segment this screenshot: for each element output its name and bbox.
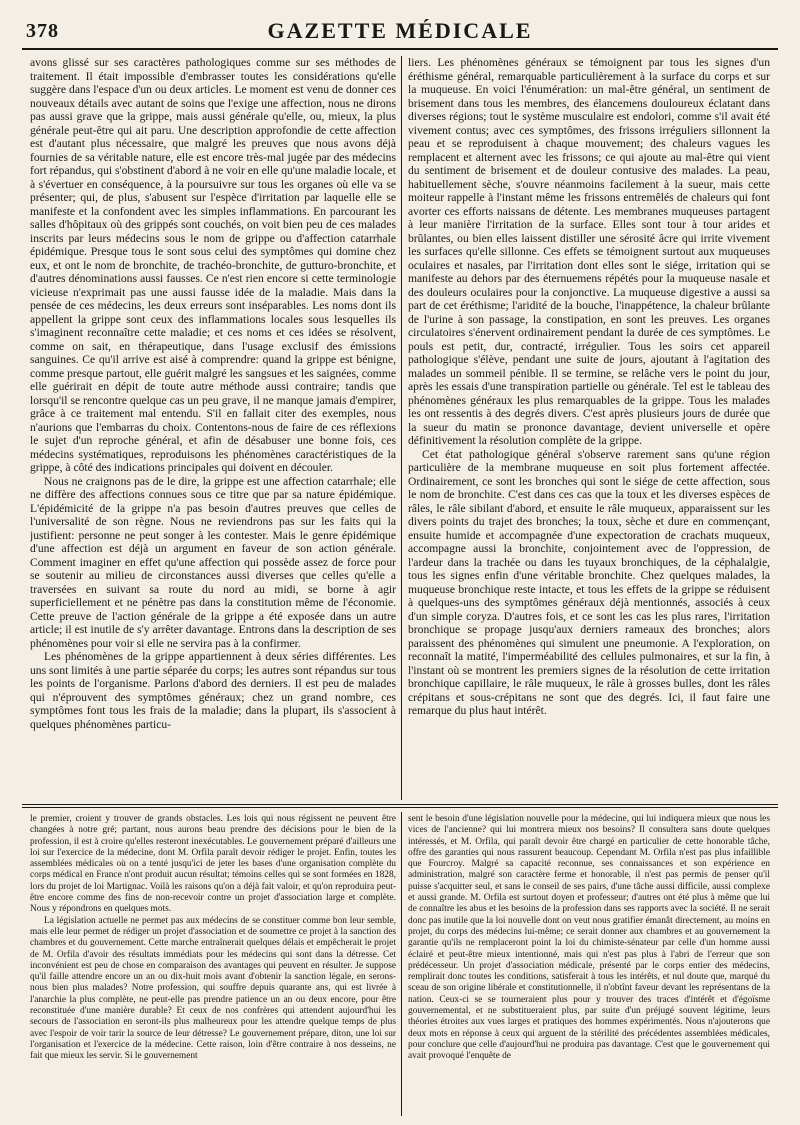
section-divider <box>22 804 778 805</box>
column-divider <box>401 56 402 800</box>
paragraph: liers. Les phénomènes généraux se témoignent par tous les signes d'un éréthisme général, remarquable particulièrement à la surface du corps et sur la muqueuse. En voici l'énumération: un mal-être général, un sentiment de brisement dans tous les membres, des élancemens douloureux éclatant dans diverses régions; tout le système musculaire est endolori, comme s'il avait été vivement contus; avec ces symptômes, des frissons irréguliers sillonnent la peau et se reproduisent à chaque mouvement; des chaleurs vagues les remplacent et alternent avec les frissons; ce qui ajoute au mal-être qui vient du sentiment de brisement et de douleur contusive des malades. La peau, habituellement sèche, s'ouvre néanmoins facilement à la sueur, mais cette moiteur rappelle à l'instant même les frissons entremêlés de chaleurs qui font avorter ces efforts naissans de détente. Les membranes muqueuses partagent à leur manière l'irritation de la surface. Elles sont tour à tour arides et brûlantes, ou bien elles laissent distiller une sérosité âcre qui irrite vivement les surfaces qu'elle sillonne. Ces effets se témoignent surtout aux muqueuses oculaires et nasales, par l'irritation dont elles sont le siége, irritation qui se manifeste au dehors par des éternuemens répétés pour la muqueuse nasale et des douleurs oculaires pour la conjonctive. La muqueuse digestive a aussi sa part de cet éréthisme; l'aridité de la bouche, l'inappétence, la chaleur brûlante de l'urine à son passage, la constipation, en sont les preuves. Les organes circulatoires s'énervent ordinairement pendant la durée de ces symptômes. Le pouls est petit, dur, contracté, irrégulier. Tous les soirs cet appareil pathologique s'élève, pendant une suite de jours, ajoutant à l'agitation des malades un sommeil pénible. Il se termine, se relâche vers le point du jour, après les essais d'une transpiration partielle ou générale. Tel est le tableau des phénomènes généraux les plus remarquables de la grippe. Tous les malades les ont ressentis à des degrés divers. C'est après plusieurs jours de durée que la sueur du matin se prononce davantage, devient universelle et opère définitivement la résolution complète de la grippe. <box>408 56 770 447</box>
page-number: 378 <box>26 20 59 42</box>
feuilleton-right-column <box>408 814 770 1114</box>
paragraph: Cet état pathologique général s'observe rarement sans qu'une région particulière de la membrane muqueuse en soit plus fortement affectée. Ordinairement, ce sont les bronches qui sont le siége de cette affection, sous le nom de bronchite. C'est dans ces cas que la toux et les diverses espèces de râles, le râle sibilant d'abord, et ensuite le râle muqueux, apparaissent sur les divers points du trajet des bronches; la toux, sèche et dure en commençant, ensuite humide et accompagnée d'une expectoration de crachats muqueux, accompagne aussi la bronchite, conjointement avec de l'oppression, de l'ardeur dans la trachée ou dans les tuyaux bronchiques, de la céphalalgie, tous les signes enfin d'une véritable bronchite. Chez quelques malades, la muqueuse bronchique reste intacte, et tous les effets de la grippe se réduisent à quelques-uns des symptômes généraux déjà mentionnés, associés à ceux d'un simple coryza. D'autres fois, et ce sont les cas les plus rares, l'irritation bronchique se propage jusqu'aux derniers rameaux des bronches; alors paraissent des phénomènes qui simulent une pneumonie. A l'exploration, on reconnaît la matité, l'imperméabilité des cellules pulmonaires, et sur la fin, à l'instant où se montrent les premiers signes de la résolution de cette irritation bronchique capillaire, le râle muqueux, le râle à grosses bulles, dont les râles crépitans et sous-crépitans ne sont que des degrés. Ici, il faut faire une remarque du plus haut intérêt. <box>408 447 770 717</box>
main-article-left-column <box>30 56 396 798</box>
page-header <box>22 18 778 50</box>
paragraph: sent le besoin d'une législation nouvelle pour la médecine, qui lui indiquera mieux que nous les vices de l'ancienne? qui lui montrera mieux nos besoins? Il consultera sans doute quelques intéressés, et M. Orfila, qui paraît devoir être chargé en particulier de cette honorable tâche, offre des garanties qui nous rassurent beaucoup. Cependant M. Orfila n'est pas plus infaillible que Fourcroy. Malgré sa capacité reconnue, ses connaissances et son expérience en administration, malgré son caractère ferme et honorable, il n'est pas permis de penser qu'il puisse s'acquitter seul, et sans le conseil de ses pairs, d'une tâche aussi difficile, aussi complexe et aussi grande. M. Orfila est surtout doyen et professeur; d'autres ont été plus à même que lui de connaître les abus et les besoins de la profession dans ses rapports avec la société. Il ne serait donc pas inutile que la loi nouvelle dont on veut nous gratifier émanât directement, au moins en projet, du corps des médecins lui-même; ce serait donner aux chambres et au gouvernement la garantie qu'ils ne remplaceront point la loi du chimiste-sénateur par celle d'un homme aussi éclairé et peut-être mieux intentionné, mais qui n'est pas plus à l'abri de l'erreur que son prédécesseur. Un projet d'association médicale, présenté par le corps entier des médecins, remplirait donc toutes les conditions, satisferait à tous les intérêts, et nul doute que, marqué du sceau de son origine libérale et constitutionnelle, il n'obtînt faveur devant les représentans de la nation. Ceux-ci se se tourneraient plus pour y trouver des traces d'intérêt et d'égoïsme gouvernemental, et ne substitueraient plus, par suite d'un préjugé souvent légitime, leurs théories étroites aux vues larges et pratiques des hommes expérimentés. Nous n'ajouterons que deux mots en réponse à ceux qui arguent de la stérilité des précédentes assemblées médicales, pour conclure que celle d'aujourd'hui ne produira pas davantage. C'est que le gouvernement qui avait provoqué l'enquête de <box>408 814 770 1062</box>
paragraph: avons glissé sur ses caractères pathologiques comme sur ses méthodes de traitement. Il était impossible d'embrasser toutes les considérations qu'elle suggère dans l'espace d'un ou deux articles. Le moment est venu de donner ces nouveaux détails avec autant de soins que l'exige une affection, nous ne dirons pas aussi grave que la grippe, mais aussi générale qu'elle, ou, mieux, la plus générale peut-être qui ait paru. Une description approfondie de cette affection est d'autant plus nécessaire, que malgré les preuves que nous avons déjà fournies de sa véritable nature, elle est encore très-mal jugée par des médecins fort répandus, qui s'obstinent d'abord à ne voir en elle qu'une maladie locale, et à s'évertuer en conséquence, à la poursuivre sur tous les organes où elle va se présenter; qui, de plus, s'abusent sur l'espèce d'irritation par laquelle elle se manifeste et la confondent avec les simples inflammations. En parcourant les salles d'hôpitaux où des grippés sont couchés, on voit bien peu de ces malades inscrits par leurs médecins sous le nom de grippe ou d'affection catarrhale épidémique. Presque tous le sont sous celui des symptômes qui domine chez eux, et ont le nom de bronchite, de trachéo-bronchite, de gutturo-bronchite, et d'autres dénominations aussi fausses. Ce n'est rien encore si cette terminologie vicieuse n'exprimait pas une aussi fausse idée de la maladie. Mais dans la pensée de ces médecins, les deux erreurs sont inséparables. Les noms dont ils appellent la grippe sont ceux des inflammations locales sous lesquelles ils s'imaginent reconnaître cette maladie; et ces noms et ces idées se résolvent, comme on sait, en thérapeutique, dans l'usage exclusif des émissions sanguines. Ce qu'il arrive est aisé à comprendre: quand la grippe est bénigne, comme presque partout, elle guérit malgré les sangsues et les saignées, comme elle guérirait en dépit de toute autre méthode aussi contraire; tandis que lorsqu'il se rencontre quelque cas un peu grave, il ne manque jamais d'empirer, grâce à ce traitement mal entendu. S'il en fallait citer des exemples, nous n'aurions que l'embarras du choix. Contentons-nous de faire de ces réflexions le sujet d'un reproche général, et afin de désabuser une bonne fois, ces médecins systématiques, reproduisons les phénomènes caractéristiques de la grippe, à côté des indications principales qui doivent en découler. <box>30 56 396 474</box>
main-article-right-column <box>408 56 770 798</box>
paragraph: Nous ne craignons pas de le dire, la grippe est une affection catarrhale; elle ne diffère des affections connues sous ce titre que par sa nature épidémique. L'épidémicité de la grippe n'a pas besoin d'autres preuves que celles de l'universalité de son règne. Nous ne reviendrons pas sur les faits qui la justifient: personne ne peut songer à les contester. Mais le genre épidémique d'une affection est déjà un argument en faveur de son action générale. Comment imaginer en effet qu'une affection qui possède assez de force pour se soutenir au milieu de circonstances aussi diverses que celles qu'elle a traversées en suivant sa route du nord au midi, se borne à agir superficiellement et ne pénètre pas dans la constitution même de l'économie. Cette preuve de l'action générale de la grippe a été exposée dans un autre article; il est inutile de s'y arrêter davantage. Entrons dans la description de ses phénomènes pour voir si elle ne servira pas à la confirmer. <box>30 474 396 650</box>
paragraph: Les phénomènes de la grippe appartiennent à deux séries différentes. Les uns sont limités à une partie séparée du corps; les autres sont répandus sur tous les points de l'organisme. Parlons d'abord des derniers. Il est peu de malades qui n'éprouvent des symptômes généraux; chez un grand nombre, ces symptômes font tous les frais de la maladie; dans la plupart, ils s'associent à quelques phénomènes particu- <box>30 650 396 731</box>
column-divider <box>401 812 402 1116</box>
section-divider-double <box>22 807 778 808</box>
paragraph: La législation actuelle ne permet pas aux médecins de se constituer comme bon leur semble, mais elle leur permet de rédiger un projet d'association et de soumettre ce projet à la sanction des chambres et du gouvernement. Cette marche entraînerait quelques délais et empêcherait le projet de M. Orfila d'avoir des résultats immédiats pour les médecins qui sont dans la détresse. Cet inconvénient est peu de chose en comparaison des avantages qui peuvent en résulter. Je suppose qu'il faille attendre encore un an ou dix-huit mois avant d'obtenir la sanction légale, en serons-nous bien plus malades? Notre profession, qui souffre depuis quarante ans, qui est livrée à l'anarchie la plus complète, ne peut-elle pas prendre patience un an ou deux encore, pour être reconstituée d'une manière durable? Et ceux de nos confrères qui attendent aujourd'hui les secours de l'association en seront-ils plus malheureux pour les attendre quelque temps de plus avec l'espoir de voir tarir la source de leur détresse? Le gouvernement prépare, diton, une loi sur l'organisation et l'exercice de la médecine. Cette raison, loin d'être contraire à nos desseins, ne fait que mieux les servir. Si le gouvernement <box>30 915 396 1062</box>
running-title: GAZETTE MÉDICALE <box>267 18 533 43</box>
paragraph: le premier, croient y trouver de grands obstacles. Les lois qui nous régissent ne peuvent être changées à notre gré; partant, nous aurons beau prendre des décisions pour le bien de la profession, il est à croire qu'elles resteront inexécutables. Le gouvernement préparé d'ailleurs une loi sur l'exercice de la médecine, dont M. Orfila paraît devoir rédiger le projet. Enfin, toutes les assemblées médicales où on a tenté jusqu'ici de jeter les bases d'une organisation complète du corps médical en France n'ont produit aucun résultat; témoins celles qui se sont formées en 1828, lors du projet de loi Martignac. Voilà les raisons qu'on a déjà fait valoir, et qu'on reproduira peut-être encore comme des fins de non-recevoir contre un projet d'association large et complète. Nous y répondrons en quelques mots. <box>30 814 396 915</box>
feuilleton-left-column <box>30 814 396 1114</box>
